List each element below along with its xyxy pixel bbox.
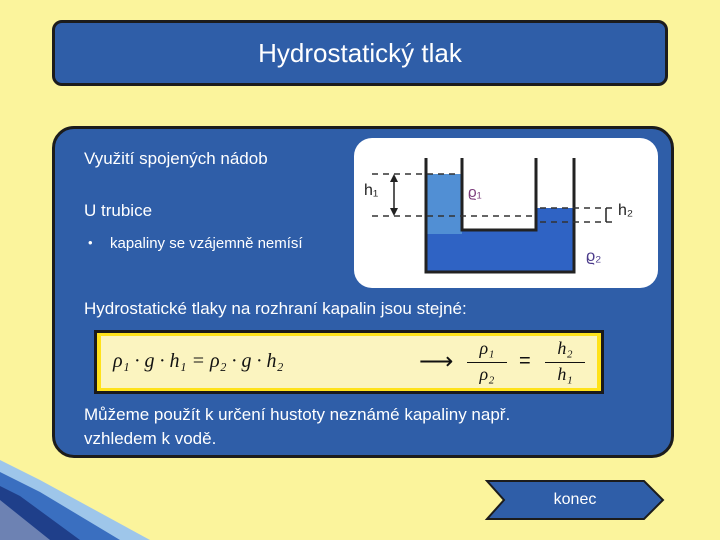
fraction-h-denominator: h₁: [557, 364, 573, 384]
label-h1: h₁: [364, 182, 379, 199]
fraction-rho-denominator: ρ₂: [479, 364, 495, 384]
formula-inner: [101, 336, 597, 388]
konec-button-label: konec: [553, 491, 597, 508]
u-tube-figure: [354, 138, 658, 288]
bullet-text: kapaliny se vzájemně nemísí: [110, 235, 303, 252]
fraction-bar: [467, 362, 507, 363]
slide-title: Hydrostatický tlak: [258, 37, 462, 68]
formula-box: [94, 330, 604, 394]
arrow-icon: ⟶: [419, 348, 454, 375]
equals-sign: =: [519, 350, 531, 372]
label-rho1: ϱ₁: [468, 184, 482, 201]
fraction-h-numerator: h₂: [557, 338, 573, 358]
title-banner: [52, 20, 668, 86]
text-connected-vessels: Využití spojených nádob: [84, 149, 268, 168]
text-usage-line1: Můžeme použít k určení hustoty neznámé kapaliny např.: [84, 405, 511, 424]
label-rho2: ϱ₂: [586, 248, 602, 265]
text-u-tube: U trubice: [84, 201, 153, 220]
fraction-rho-numerator: ρ₁: [479, 338, 495, 358]
text-pressures-equal: Hydrostatické tlaky na rozhraní kapalin jsou stejné:: [84, 299, 467, 318]
fraction-bar: [545, 362, 585, 363]
label-h2: h₂: [618, 202, 634, 219]
formula-equation: ρ₁ · g · h₁ = ρ₂ · g · h₂: [113, 350, 284, 372]
konec-button[interactable]: [484, 478, 666, 522]
text-usage-line2: vzhledem k vodě.: [84, 429, 217, 448]
u-tube-diagram: [354, 138, 658, 288]
bullet-marker: •: [88, 235, 93, 250]
